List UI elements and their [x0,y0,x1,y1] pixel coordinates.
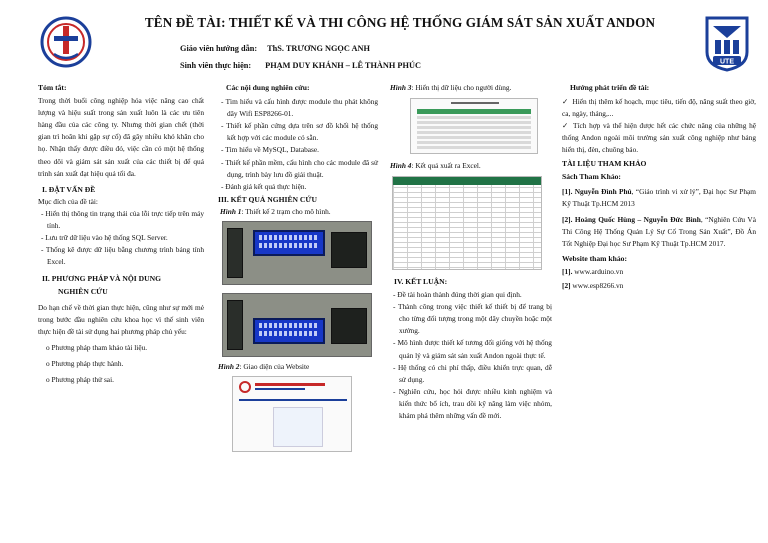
students-line [180,61,421,70]
section-1-list [38,208,204,268]
books-heading: Sách Tham Khảo: [562,171,621,181]
list-item: ✓ Tích hợp và thể hiện được hết các chức năng của những hệ thống Andon ngoài môi trường sản xuất công nghiệp như bảng hiển thị, đèn, chuông báo. [562,121,756,155]
table-header [417,109,531,114]
website-header-line [255,388,305,390]
list-item: - Đánh giá kết quả thực hiện. [218,181,378,193]
development-list [562,96,756,156]
abstract-text: Trong thời buổi công nghiệp hóa việc nâng cao chất lượng và hiệu suất trong sản xuất luôn là các ưu tiên hàng đầu của các công ty. Nhưng thời gian chết (thời gian trì hoãn khi gặp sự cố) đã gây nhiều khó khăn cho họ. Nhận thấy được điều đó, việc cần có một hệ thống theo dõi và giám sát sản xuất của các thiết bị để quá trình sản xuất đạt hiệu quả tối đa. [38,96,204,178]
table-row [417,146,531,149]
circuit-board [227,228,243,278]
figure-1-caption: Hình 1: Thiết kế 2 trạm cho mô hình. [220,206,331,216]
figure-4-excel-screenshot [392,176,542,270]
list-item: - Thành công trong việc thiết kế thiết bị để trang bị cho từng đối tượng trong một dây chuyền hoặc một xưởng. [390,301,552,337]
list-item: - Hiển thị thông tin trạng thái của lỗi trực tiếp trên máy tính. [38,208,204,232]
section-2-heading-cont: NGHIÊN CỨU [58,286,108,296]
website-link[interactable]: www.arduino.vn [574,267,624,277]
table-row [417,121,531,124]
figure-2-caption: Hình 2: Giao diện của Website [218,361,310,371]
list-item: - Đề tài hoàn thành đúng thời gian qui định. [390,289,552,301]
station-2-device [222,293,372,357]
content-list [218,96,378,193]
lcd-screen [253,230,325,256]
website-divider [239,399,347,401]
website-illustration [273,407,323,447]
table-row [417,131,531,134]
list-item: - Tìm hiểu và cấu hình được module thu phát không dây Wifi ESP8266-01. [218,96,378,120]
keypad [331,232,367,268]
ute-logo-icon [703,14,751,72]
list-item: o Phương pháp thực hành. [46,356,204,372]
website-header-line [255,383,325,386]
poster-header [0,0,768,78]
content-heading: Các nội dung nghiên cứu: [226,83,310,92]
reference-2: [2]. Hoàng Quốc Hùng – Nguyễn Đức Bình, “Nghiên Cứu Và Thi Công Hệ Thống Quản Lý Sự Cố Trong Sản Xuất”, Đồ Án Tốt Nghiệp Đại học Sư Phạm Kỹ Thuật Tp.HCM 2017. [562,214,756,249]
website-ref-1: [1]. www.arduino.vn [562,267,624,277]
figure-3-caption: Hình 3: Hiển thị dữ liệu cho người dùng. [390,83,512,92]
column-3 [390,82,552,422]
section-2-heading: II. PHƯƠNG PHÁP VÀ NỘI DUNG [42,274,161,284]
abstract-heading: Tóm tắt: [38,83,67,92]
section-2-text: Do hạn chế về thời gian thực hiện, cũng như sự mới mẻ trong bước đầu nghiên cứu khoa học vì thế sinh viên thực hiện đề tài sử dụng hai phương pháp chủ yếu: [38,302,204,336]
column-4 [562,82,756,293]
table-row [417,126,531,129]
list-item: o Phương pháp tham khảo tài liệu. [46,340,204,356]
checkmark-icon: ✓ [562,121,569,131]
advisor-name: ThS. TRƯƠNG NGỌC ANH [267,44,370,53]
advisor-line [180,44,370,53]
station-1-device [222,221,372,285]
keypad [331,308,367,344]
table-row [417,116,531,119]
section-4-heading: IV. KẾT LUẬN: [394,277,448,286]
list-item: - Thống kê được dữ liệu bằng chương trình bảng tính Excel. [38,244,204,268]
column-2 [218,82,378,452]
checkmark-icon: ✓ [562,97,569,107]
list-item: - Tìm hiểu về MySQL, Database. [218,144,378,156]
table-row [417,136,531,139]
website-ref-2: [2] www.esp8266.vn [562,281,624,291]
table-row [417,141,531,144]
figure-1-photo [222,221,372,357]
list-item: - Mô hình được thiết kế tương đối giống với hệ thống quản lý và giám sát sản xuất Andon ngoài thực tế. [390,337,552,361]
list-item: ✓ Hiển thị thêm kế hoạch, mục tiêu, tiến độ, năng suất theo giờ, ca, ngày, tháng,... [562,97,756,119]
poster-title: TÊN ĐỀ TÀI: THIẾT KẾ VÀ THI CÔNG HỆ THỐNG GIÁM SÁT SẢN XUẤT ANDON [144,15,656,30]
websites-heading: Website tham khảo: [562,254,627,264]
excel-ribbon [393,177,541,185]
development-heading: Hướng phát triển đề tài: [570,83,650,92]
ute-logo-text: UTE [720,58,734,66]
figure-2-website-screenshot [232,376,352,452]
section-1-heading: I. ĐẶT VẤN ĐỀ [42,184,96,194]
reference-1: [1]. Nguyễn Đình Phú, “Giáo trình vi xử lý”, Đại học Sư Phạm Kỹ Thuật Tp.HCM 2013 [562,186,756,208]
figure-4-caption: Hình 4: Kết quả xuất ra Excel. [390,161,481,170]
list-item: - Lưu trữ dữ liệu vào hệ thống SQL Server. [38,232,204,244]
students-label: Sinh viên thực hiện: [180,61,252,70]
lcd-screen [253,318,325,344]
list-item: - Hệ thống có chi phí thấp, điều khiển trực quan, dễ sử dụng. [390,362,552,386]
spreadsheet-grid [393,177,541,269]
circuit-board [227,300,243,350]
conclusion-list [390,289,552,422]
website-link[interactable]: www.esp8266.vn [572,281,624,291]
advisor-label: Giáo viên hướng dẫn: [180,44,258,53]
list-item: - Nghiên cứu, học hỏi được nhiều kinh nghiệm và kiến thức bổ ích, trau dồi kỹ năng làm việc nhóm, khám phá thêm những vấn đề mới. [390,386,552,422]
column-1 [38,82,204,388]
section-1-intro: Mục đích của đề tài: [38,196,98,206]
figure-3-data-table [410,98,538,154]
list-item: o Phương pháp thử sai. [46,372,204,388]
website-logo-icon [239,381,251,393]
list-item: - Thiết kế phần mềm, cấu hình cho các module đã sử dụng, trình bày lưu đồ giải thuật. [218,157,378,181]
list-item: - Thiết kế phần cứng dựa trên sơ đồ khối hệ thống kết hợp với các module có sẵn. [218,120,378,144]
students-name: PHẠM DUY KHÁNH – LÊ THÀNH PHÚC [265,61,421,70]
section-2-methods [38,340,204,388]
university-logo-icon [40,14,92,70]
section-3-heading: III. KẾT QUẢ NGHIÊN CỨU [218,194,317,204]
table-title-line [451,102,499,104]
references-heading: TÀI LIỆU THAM KHẢO [562,158,647,168]
